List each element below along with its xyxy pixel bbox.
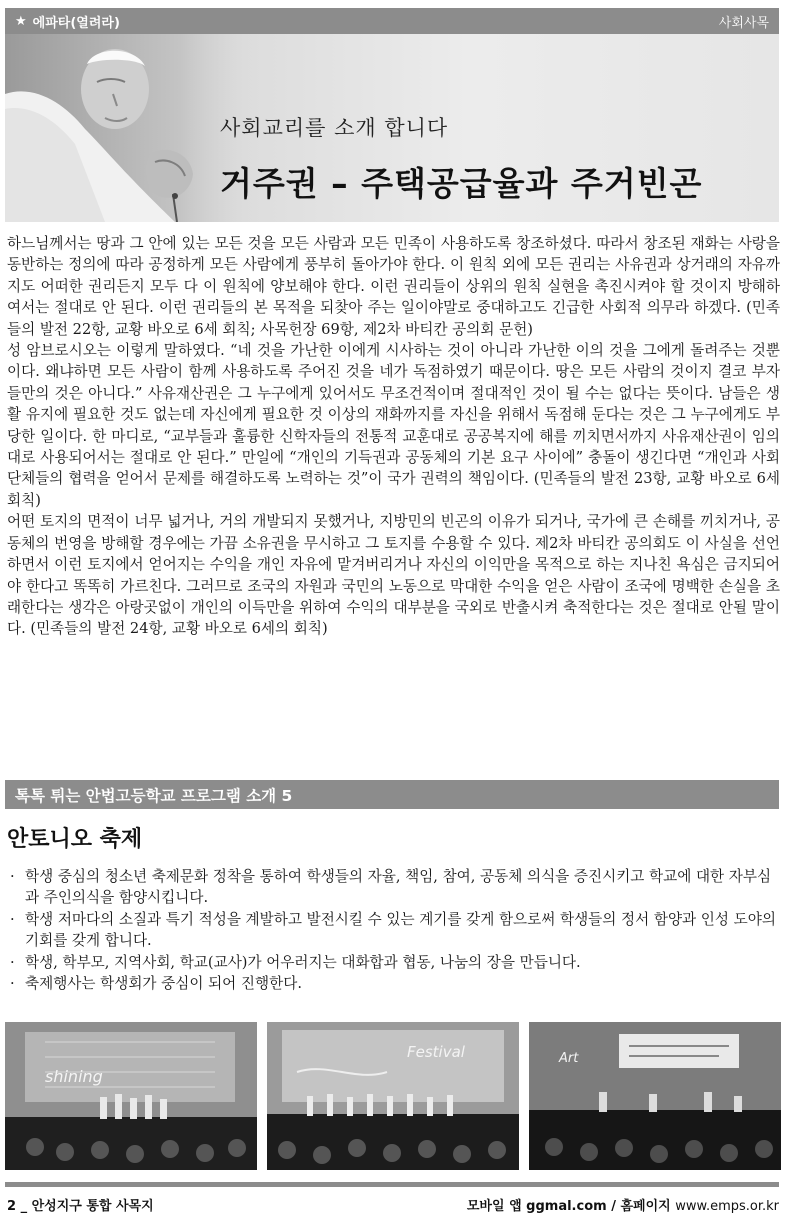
festival-stage-photo (267, 1022, 519, 1170)
program-section-title: 톡톡 튀는 안법고등학교 프로그램 소개 5 (15, 786, 293, 805)
list-item (10, 973, 778, 994)
list-item (10, 909, 778, 952)
article-body (7, 233, 780, 640)
star-icon: ★ (15, 13, 27, 29)
page-footer (7, 1195, 779, 1214)
article-paragraph: 성 암브로시오는 이렇게 말하였다. “네 것을 가난한 이에게 시사하는 것이 아니라 가난한 이의 것을 그에게 돌려주는 것뿐이다. 왜냐하면 모든 사람이 함께 사용하도록 주어진 것을 네가 독점하였기 때문이다. 땅은 모든 사람의 것이지 결코 부자들만의 것은 아니다.” 사유재산권은 그 누구에게 있어서도 무조건적이며 절대적인 것이 될 수는 없다는 뜻이다. 남들은 생활 유지에 필요한 것도 없는데 자신에게 필요한 것 이상의 재화까지를 자신을 위해서 독점해 둔다는 것은 그 누구에게도 부당한 일이다. 한 마디로, “교부들과 훌륭한 신학자들의 전통적 교훈대로 공공복지에 해를 끼치면서까지 사유재산권이 임의대로 사용되어서는 절대로 안 된다.” 만일에 “개인의 기득권과 공동체의 기본 요구 사이에” 충돌이 생긴다면 “개인과 사회단체들의 협력을 얻어서 문제를 해결하도록 노력하는 것”이 국가 권력의 책임이다. (민족들의 발전 23항, 교황 바오로 6세 회칙) (7, 342, 780, 509)
bullet-text: 학생 중심의 청소년 축제문화 정착을 통하여 학생들의 자율, 책임, 참여, 공동체 의식을 증진시키고 학교에 대한 자부심과 주인의식을 함양시킵니다. (25, 868, 772, 907)
column-header-bar (5, 8, 779, 34)
banner-title: 거주권 – 주택공급율과 주거빈곤 (220, 164, 703, 203)
section-label: 사회사목 (718, 15, 769, 31)
bullet-dot: · (10, 910, 15, 928)
bullet-text: 학생, 학부모, 지역사회, 학교(교사)가 어우러지는 대화합과 협동, 나눔의 장을 만듭니다. (25, 953, 581, 971)
program-section-bar (5, 780, 779, 809)
title-banner (5, 34, 779, 222)
homepage-link[interactable]: www.emps.or.kr (675, 1199, 779, 1214)
photo-sign-text: shining (45, 1067, 103, 1086)
contact-label: 모바일 앱 ggmal.com / 홈페이지 (466, 1199, 676, 1214)
praying-pope-photo (5, 34, 255, 222)
column-name: 에파타(열려라) (32, 15, 120, 31)
article-paragraph: 하느님께서는 땅과 그 안에 있는 모든 것을 모든 사람과 모든 민족이 사용하도록 창조하셨다. 따라서 창조된 재화는 사랑을 동반하는 정의에 따라 공정하게 모든 사람에게 풍부히 돌아가야 한다. 이 원칙 외에 모든 권리는 사유권과 상거래의 자유까지도 어떠한 권리든지 모두 다 이 원칙에 양보해야 한다. 이런 권리들이 상위의 원칙 실현을 촉진시켜야 할 것이지 방해하여서는 절대로 안 된다. 이런 권리들의 본 목적을 되찾아 주는 일이야말로 중대하고도 긴급한 사회적 의무라 하겠다. (민족들의 발전 22항, 교황 바오로 6세 회칙; 사목헌장 69항, 제2차 바티칸 공의회 문헌) (7, 235, 780, 338)
page-number-label: 2 _ 안성지구 통합 사목지 (7, 1199, 154, 1214)
festival-photos (5, 1022, 781, 1170)
bullet-dot: · (10, 953, 15, 971)
photo-sign-text: Art (559, 1051, 579, 1066)
event-title: 안토니오 축제 (7, 827, 143, 852)
festival-stage-photo (5, 1022, 257, 1170)
bullet-text: 학생 저마다의 소질과 특기 적성을 계발하고 발전시킬 수 있는 계기를 갖게 함으로써 학생들의 정서 함양과 인성 도야의 기회를 갖게 합니다. (25, 910, 776, 950)
footer-rule (5, 1182, 779, 1187)
banner-subtitle: 사회교리를 소개 합니다 (220, 116, 449, 140)
festival-band-photo (529, 1022, 781, 1170)
article-paragraph: 어떤 토지의 면적이 너무 넓거나, 거의 개발되지 못했거나, 지방민의 빈곤의 이유가 되거나, 국가에 큰 손해를 끼치거나, 공동체의 번영을 방해할 경우에는 가끔 소유권을 무시하고 그 토지를 수용할 수 있다. 제2차 바티칸 공의회도 이 사실을 선언하면서 이런 토지에서 얻어지는 수익을 개인 자유에 맡겨버리거나 자신의 이익만을 목적으로 하는 지나친 욕심은 금지되어야 한다고 똑똑히 가르친다. 그러므로 조국의 자원과 국민의 노동으로 막대한 수익을 얻은 사람이 조국에 명백한 손실을 초래한다는 생각은 아랑곳없이 개인의 이득만을 위하여 수익의 대부분을 국외로 반출시켜 축적한다는 것은 절대로 안될 말이다. (민족들의 발전 24항, 교황 바오로 6세의 회칙) (7, 513, 780, 638)
list-item (10, 952, 778, 973)
bullet-dot: · (10, 868, 15, 885)
contact-info (467, 1195, 779, 1214)
event-bullet-list (10, 866, 778, 994)
photo-sign-text: Festival (407, 1043, 465, 1061)
column-title (15, 12, 120, 31)
bullet-dot: · (10, 975, 15, 993)
list-item (10, 866, 778, 909)
bullet-text: 축제행사는 학생회가 중심이 되어 진행한다. (25, 975, 302, 993)
